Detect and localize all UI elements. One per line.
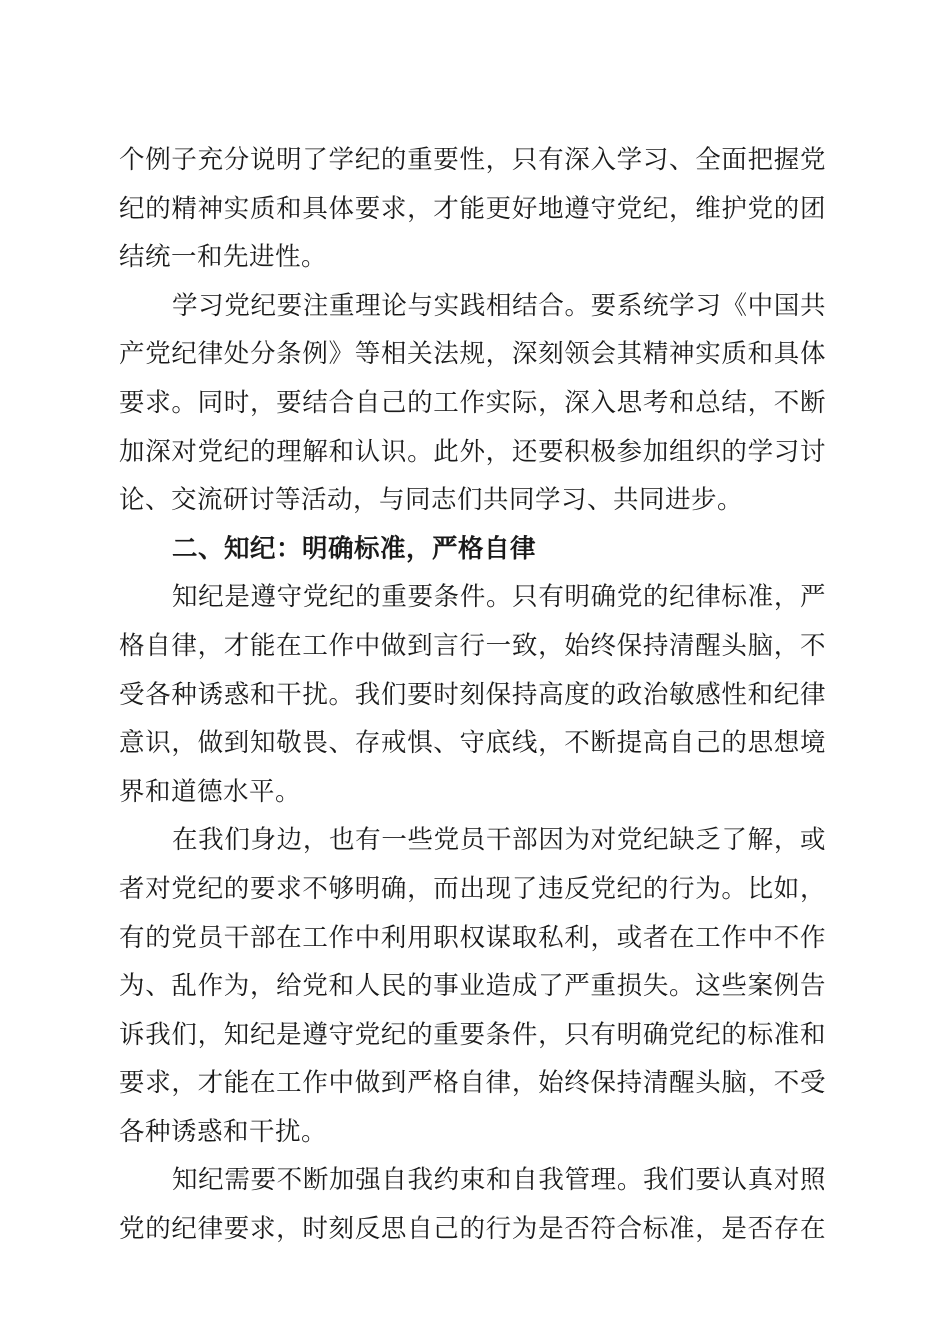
paragraph-1 bbox=[119, 136, 826, 282]
text-line: 产党纪律处分条例》等相关法规，深刻领会其精神实质和具体 bbox=[119, 339, 826, 370]
text-line: 知纪需要不断加强自我约束和自我管理。我们要认真对照 bbox=[172, 1165, 826, 1196]
text-line: 界和道德水平。 bbox=[119, 776, 302, 807]
text-line: 学习党纪要注重理论与实践相结合。要系统学习《中国共 bbox=[172, 290, 826, 321]
text-line: 论、交流研讨等活动，与同志们共同学习、共同进步。 bbox=[119, 485, 744, 516]
paragraph-4 bbox=[119, 816, 826, 1156]
paragraph-2 bbox=[119, 282, 826, 525]
text-line: 加深对党纪的理解和认识。此外，还要积极参加组织的学习讨 bbox=[119, 436, 826, 467]
text-line: 在我们身边，也有一些党员干部因为对党纪缺乏了解，或 bbox=[172, 825, 826, 856]
text-line: 纪的精神实质和具体要求，才能更好地遵守党纪，维护党的团 bbox=[119, 193, 826, 224]
text-line: 意识，做到知敬畏、存戒惧、守底线，不断提高自己的思想境 bbox=[119, 728, 826, 759]
text-line: 有的党员干部在工作中利用职权谋取私利，或者在工作中不作 bbox=[119, 922, 826, 953]
section-heading: 二、知纪：明确标准，严格自律 bbox=[172, 533, 537, 564]
text-line: 为、乱作为，给党和人民的事业造成了严重损失。这些案例告 bbox=[119, 971, 826, 1002]
text-line: 个例子充分说明了学纪的重要性，只有深入学习、全面把握党 bbox=[119, 145, 826, 175]
text-line: 结统一和先进性。 bbox=[119, 242, 328, 273]
text-line: 各种诱惑和干扰。 bbox=[119, 1116, 328, 1147]
text-line: 受各种诱惑和干扰。我们要时刻保持高度的政治敏感性和纪律 bbox=[119, 679, 826, 710]
text-line: 者对党纪的要求不够明确，而出现了违反党纪的行为。比如， bbox=[119, 873, 826, 904]
text-line: 知纪是遵守党纪的重要条件。只有明确党的纪律标准，严 bbox=[172, 582, 826, 613]
text-line: 格自律，才能在工作中做到言行一致，始终保持清醒头脑，不 bbox=[119, 630, 826, 661]
text-line: 要求。同时，要结合自己的工作实际，深入思考和总结，不断 bbox=[119, 387, 826, 418]
text-line: 诉我们，知纪是遵守党纪的重要条件，只有明确党纪的标准和 bbox=[119, 1019, 826, 1050]
document-body bbox=[119, 136, 826, 1254]
text-line: 党的纪律要求，时刻反思自己的行为是否符合标准，是否存在 bbox=[119, 1214, 826, 1245]
text-line: 要求，才能在工作中做到严格自律，始终保持清醒头脑，不受 bbox=[119, 1068, 826, 1099]
paragraph-3 bbox=[119, 573, 826, 816]
paragraph-5 bbox=[119, 1156, 826, 1253]
